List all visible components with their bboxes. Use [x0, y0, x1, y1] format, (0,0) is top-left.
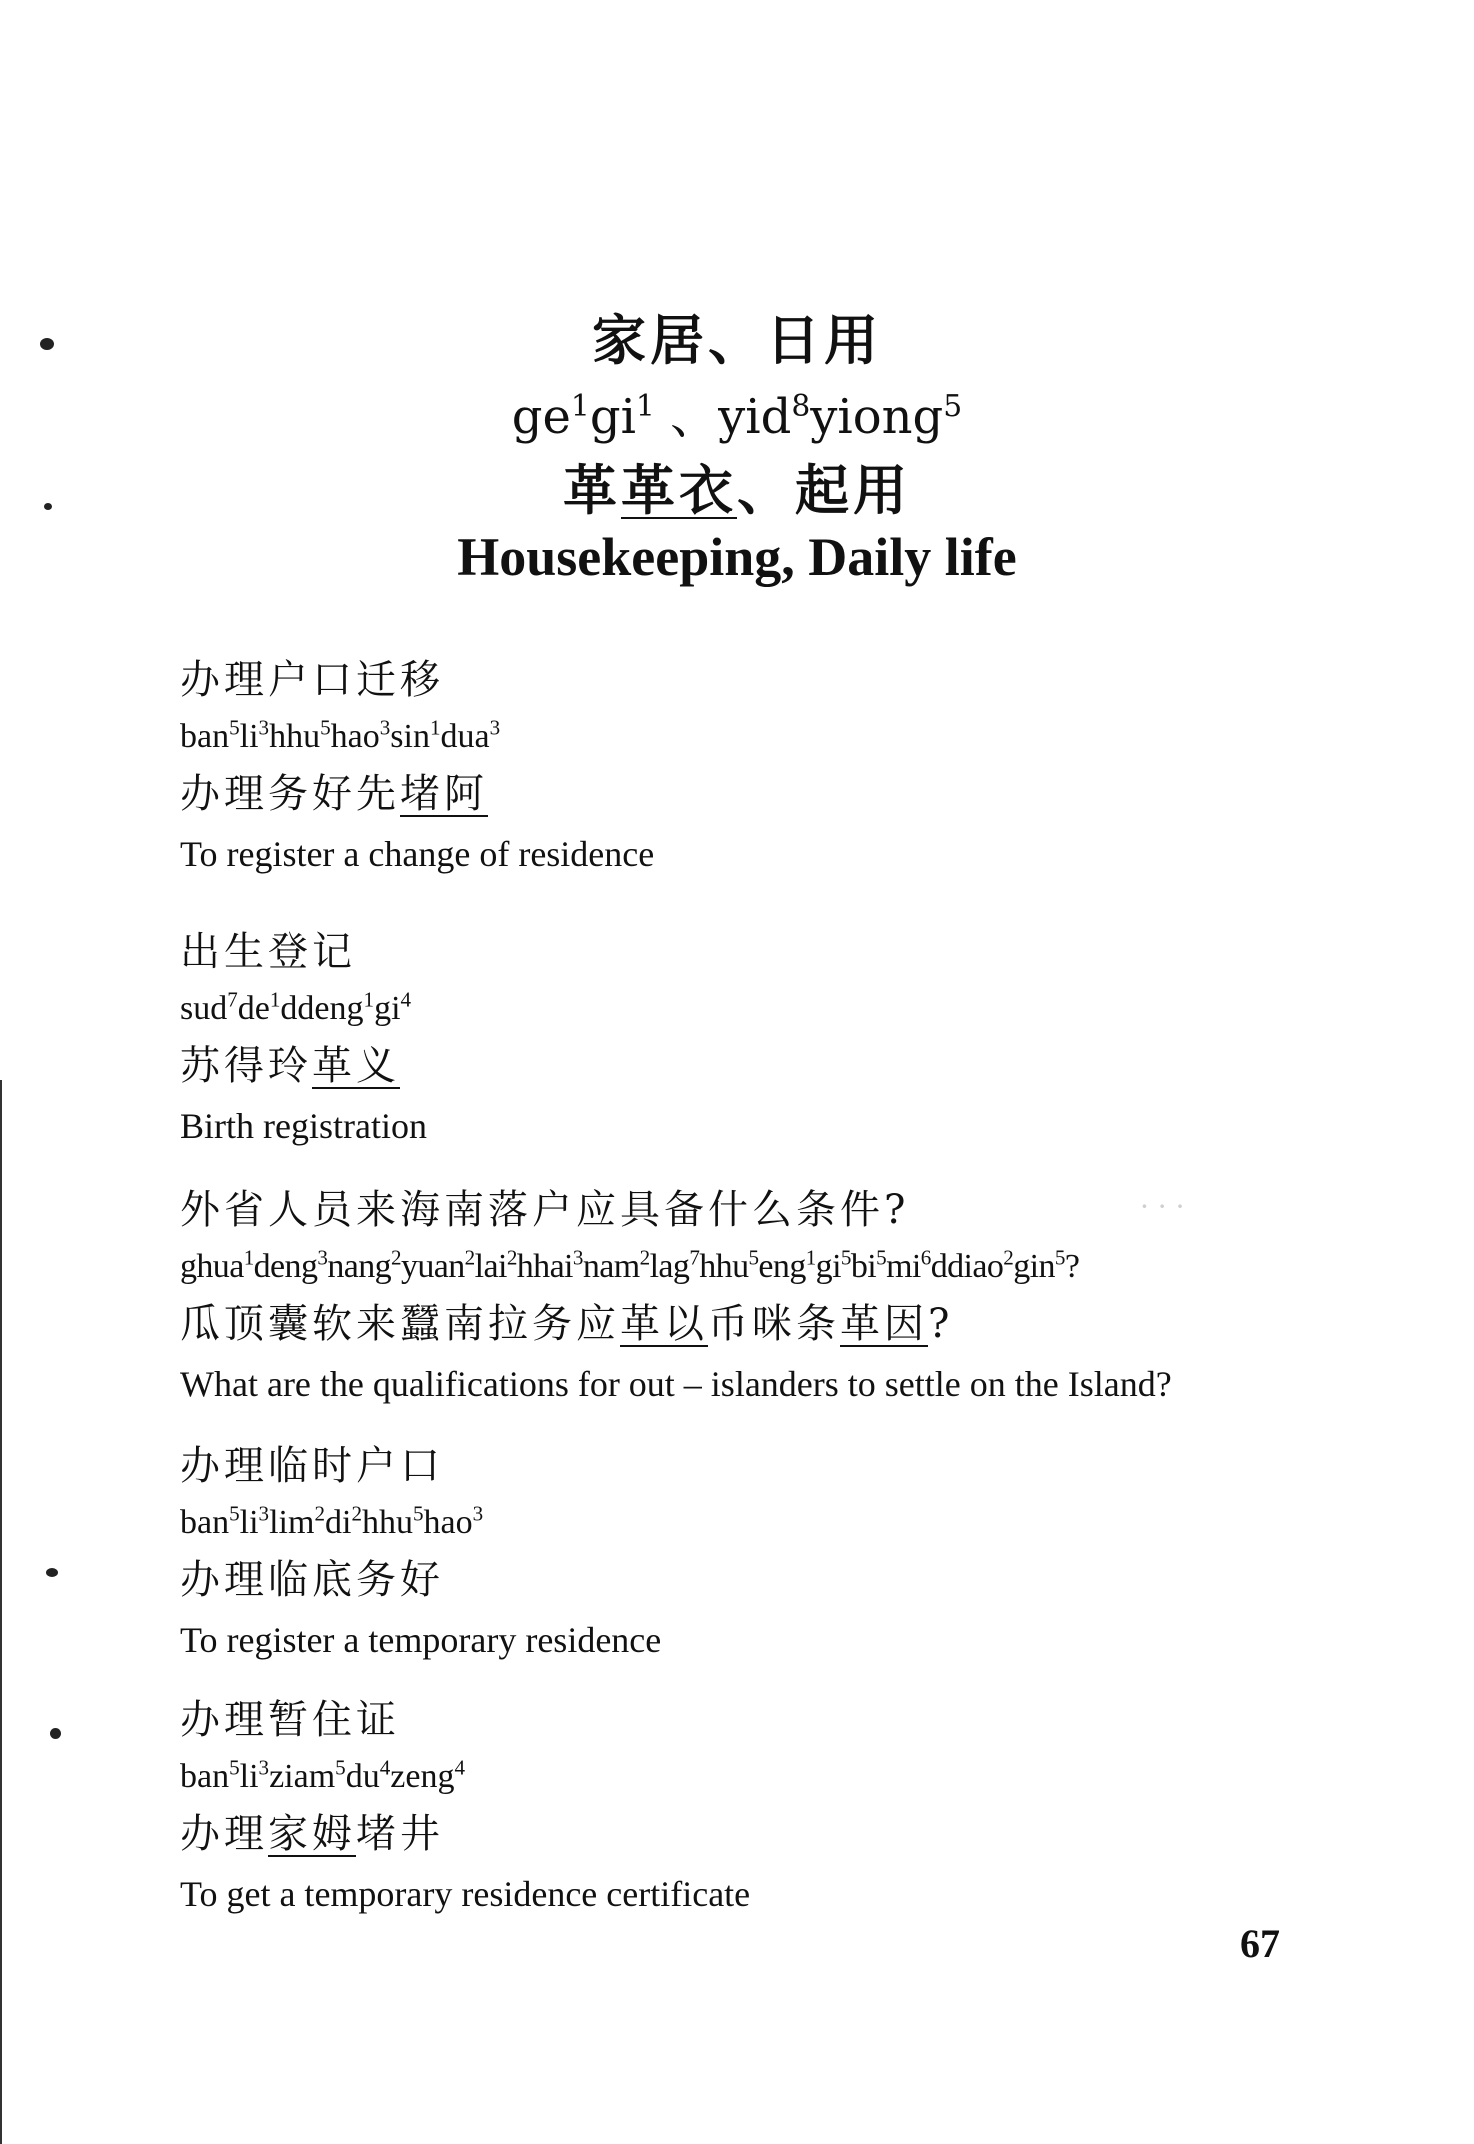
- page-number: 67: [1240, 1921, 1280, 1966]
- scan-speck: [40, 338, 54, 350]
- section-title-dialect: 革革衣、起用: [563, 458, 911, 522]
- phrase-chinese: 办理户口迁移: [180, 657, 444, 703]
- section-title-english: Housekeeping, Daily life: [457, 527, 1017, 587]
- phrase-english: Birth registration: [180, 1106, 427, 1146]
- phrase-chinese: 办理暂住证: [180, 1697, 400, 1743]
- phrase-pinyin: $ghua^1deng^3nang^2yuan^2lai^2hhai^3nam^2lag^7hhu^5eng^1gi^5bi^5mi^6ddiao^2gin^5$?: [180, 1245, 1080, 1285]
- phrase-english: To register a temporary residence: [180, 1620, 662, 1660]
- scan-speck: [50, 1728, 61, 1739]
- phrase-dialect: 办理务好先堵阿: [180, 771, 488, 817]
- phrase-entry: [180, 1180, 1380, 1414]
- phrase-pinyin: $ban^5li^3hhu^5hao^3\sin^1dua^3$: [180, 715, 501, 755]
- phrase-english: To get a temporary residence certificate: [180, 1874, 751, 1914]
- scan-speck: [46, 1568, 58, 1577]
- phrase-pinyin: $ban^5li^3\lim^2di^2hhu^5hao^3$: [180, 1501, 484, 1541]
- bleed-through-text: · · ·: [1140, 1190, 1185, 1223]
- phrase-dialect: 苏得玲革义: [180, 1043, 400, 1089]
- phrase-dialect: 办理家姆堵井: [180, 1811, 444, 1857]
- phrase-pinyin: $sud^7de^1ddeng^1gi^4$: [180, 987, 412, 1027]
- phrase-english: What are the qualifications for out – islanders to settle on the Island?: [180, 1364, 1172, 1404]
- phrase-entry: [180, 650, 1380, 884]
- phrase-english: To register a change of residence: [180, 834, 655, 874]
- phrase-entry: [180, 922, 1380, 1156]
- phrase-chinese: 办理临时户口: [180, 1443, 444, 1489]
- phrase-dialect: 瓜顶囊软来蠶南拉务应革以币咪条革因?: [180, 1301, 954, 1347]
- phrase-pinyin: $ban^5li^3ziam^5du^4zeng^4$: [180, 1755, 465, 1795]
- phrase-entry: [180, 1436, 1380, 1670]
- scan-edge-line: [0, 1080, 2, 2144]
- phrase-entry: [180, 1690, 1380, 1924]
- section-title-chinese: 家居、日用: [592, 308, 882, 372]
- phrase-chinese: 外省人员来海南落户应具备什么条件?: [180, 1187, 910, 1233]
- phrase-chinese: 出生登记: [180, 929, 356, 975]
- scan-speck: [44, 503, 52, 510]
- phrase-dialect: 办理临底务好: [180, 1557, 444, 1603]
- section-title-pinyin: $ge^1gi^1$ 、yid$^8$yiong$^5$: [511, 389, 963, 445]
